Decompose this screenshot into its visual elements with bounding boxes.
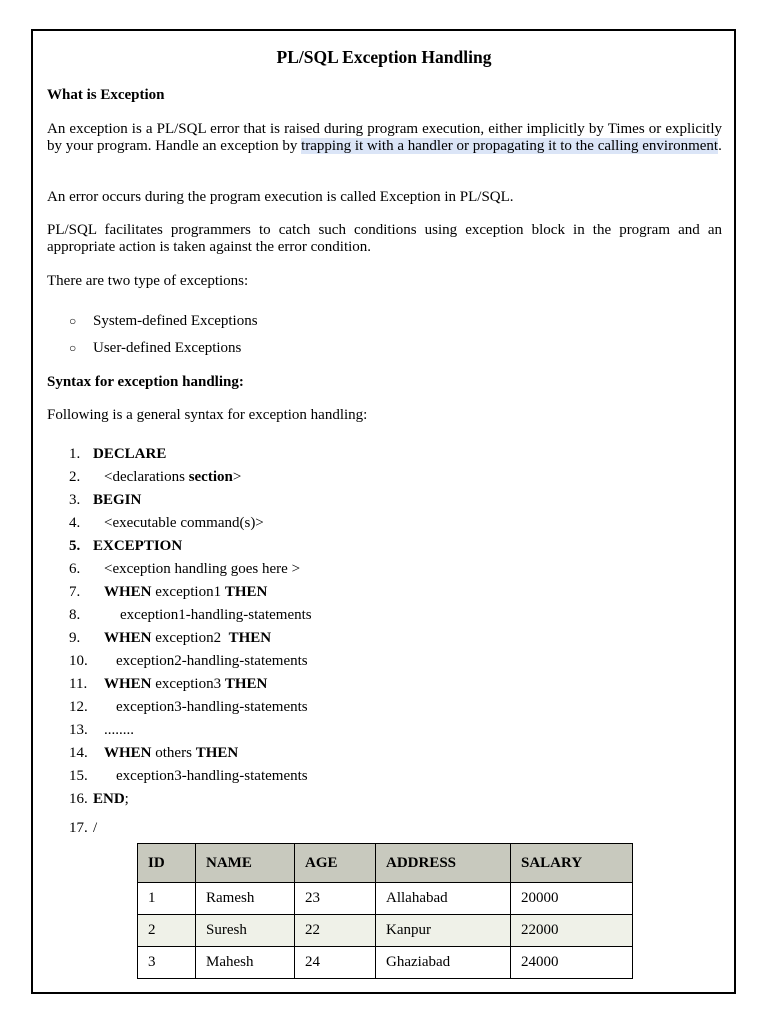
paragraph-facilitates: PL/SQL facilitates programmers to catch such conditions using exception block in the program and an appropriate action is taken against the error condition.: [47, 222, 722, 255]
line-number: 1.: [69, 446, 81, 462]
code-keyword: WHEN: [104, 745, 152, 761]
table-cell: 22000: [511, 915, 633, 947]
line-number: 17.: [69, 820, 88, 836]
code-keyword: WHEN: [104, 584, 152, 600]
code-text: [93, 492, 141, 509]
code-listing: [69, 446, 469, 846]
code-keyword: THEN: [195, 745, 239, 761]
code-fragment: <executable command(s)>: [104, 515, 264, 531]
highlighted-text: trapping it with a handler or propagating it to the calling environment: [301, 138, 719, 154]
code-keyword: section: [188, 469, 233, 485]
line-number: 7.: [69, 584, 81, 600]
column-header: ADDRESS: [376, 844, 511, 883]
paragraph-syntax-intro: Following is a general syntax for exception handling:: [47, 407, 368, 423]
bullet-circle-icon: ○: [69, 341, 77, 355]
table-cell: 20000: [511, 883, 633, 915]
code-keyword: THEN: [228, 630, 272, 646]
code-text: [104, 676, 267, 693]
code-text: [116, 653, 308, 670]
code-text: [120, 607, 312, 624]
line-number: 12.: [69, 699, 88, 715]
code-text: [116, 768, 308, 785]
page-title: PL/SQL Exception Handling: [276, 47, 492, 67]
table-cell: Allahabad: [376, 883, 511, 915]
table-cell: 24: [295, 947, 376, 979]
code-text: [93, 791, 129, 808]
table-cell: Mahesh: [196, 947, 295, 979]
table-cell: 22: [295, 915, 376, 947]
table-cell: Ramesh: [196, 883, 295, 915]
code-fragment: others: [151, 745, 196, 761]
line-number: 15.: [69, 768, 88, 784]
section-heading-syntax: Syntax for exception handling:: [47, 374, 244, 390]
code-fragment: <exception handling goes here >: [104, 561, 301, 577]
code-fragment: exception2-handling-statements: [116, 653, 308, 669]
paragraph-definition-end: .: [718, 138, 722, 154]
code-text: [104, 469, 241, 486]
line-number: 8.: [69, 607, 81, 623]
table-cell: 23: [295, 883, 376, 915]
table-cell: 2: [138, 915, 196, 947]
code-fragment: <declarations: [104, 469, 189, 485]
code-fragment: exception3-handling-statements: [116, 768, 308, 784]
code-fragment: exception2: [151, 630, 229, 646]
line-number: 13.: [69, 722, 88, 738]
table-cell: Kanpur: [376, 915, 511, 947]
section-heading-what-is-exception: What is Exception: [47, 87, 165, 103]
code-text: [93, 820, 97, 837]
code-keyword: WHEN: [104, 676, 152, 692]
code-fragment: exception1: [151, 584, 225, 600]
code-keyword: THEN: [224, 584, 268, 600]
paragraph-definition-text: An exception is a PL/SQL error that is raised during program execution, either implicitly by Times or explicitly by your program. Handle an exception by: [47, 121, 722, 154]
code-text: [93, 446, 166, 463]
table-cell: 1: [138, 883, 196, 915]
table-cell: 3: [138, 947, 196, 979]
column-header: ID: [138, 844, 196, 883]
code-keyword: END: [93, 791, 125, 807]
paragraph-definition: [47, 121, 722, 155]
column-header: SALARY: [511, 844, 633, 883]
line-number: 14.: [69, 745, 88, 761]
code-text: [104, 722, 134, 739]
code-keyword: DECLARE: [93, 446, 167, 462]
line-number: 3.: [69, 492, 81, 508]
table-row: [138, 883, 633, 915]
code-fragment: exception3-handling-statements: [116, 699, 308, 715]
code-keyword: WHEN: [104, 630, 152, 646]
code-keyword: EXCEPTION: [93, 538, 183, 554]
paragraph-two-types: There are two type of exceptions:: [47, 273, 249, 289]
line-number: 9.: [69, 630, 81, 646]
column-header: NAME: [196, 844, 295, 883]
code-keyword: BEGIN: [93, 492, 142, 508]
code-text: [104, 584, 267, 601]
code-text: [104, 561, 300, 578]
column-header: AGE: [295, 844, 376, 883]
table-row: [138, 947, 633, 979]
code-text: [104, 630, 271, 647]
list-item: ○ System-defined Exceptions: [69, 313, 258, 329]
line-number: 10.: [69, 653, 88, 669]
line-number: 2.: [69, 469, 81, 485]
paragraph-error: An error occurs during the program execution is called Exception in PL/SQL.: [47, 189, 514, 205]
bullet-circle-icon: ○: [69, 314, 77, 328]
code-fragment: >: [232, 469, 242, 485]
code-fragment: exception1-handling-statements: [120, 607, 312, 623]
data-table: [137, 843, 633, 979]
line-number: 4.: [69, 515, 81, 531]
line-number: 6.: [69, 561, 81, 577]
list-item: ○ User-defined Exceptions: [69, 340, 242, 356]
table-cell: Ghaziabad: [376, 947, 511, 979]
table-row: [138, 915, 633, 947]
code-fragment: /: [93, 820, 98, 836]
code-fragment: exception3: [151, 676, 225, 692]
table-header-row: [138, 844, 633, 883]
line-number: 16.: [69, 791, 88, 807]
code-text: [104, 745, 238, 762]
code-text: [116, 699, 308, 716]
code-fragment: ;: [124, 791, 129, 807]
line-number: 11.: [69, 676, 88, 692]
line-number: 5.: [69, 538, 81, 554]
code-keyword: THEN: [224, 676, 268, 692]
code-text: [104, 515, 264, 532]
code-fragment: ........: [104, 722, 134, 738]
table-cell: 24000: [511, 947, 633, 979]
code-text: [93, 538, 182, 555]
table-cell: Suresh: [196, 915, 295, 947]
